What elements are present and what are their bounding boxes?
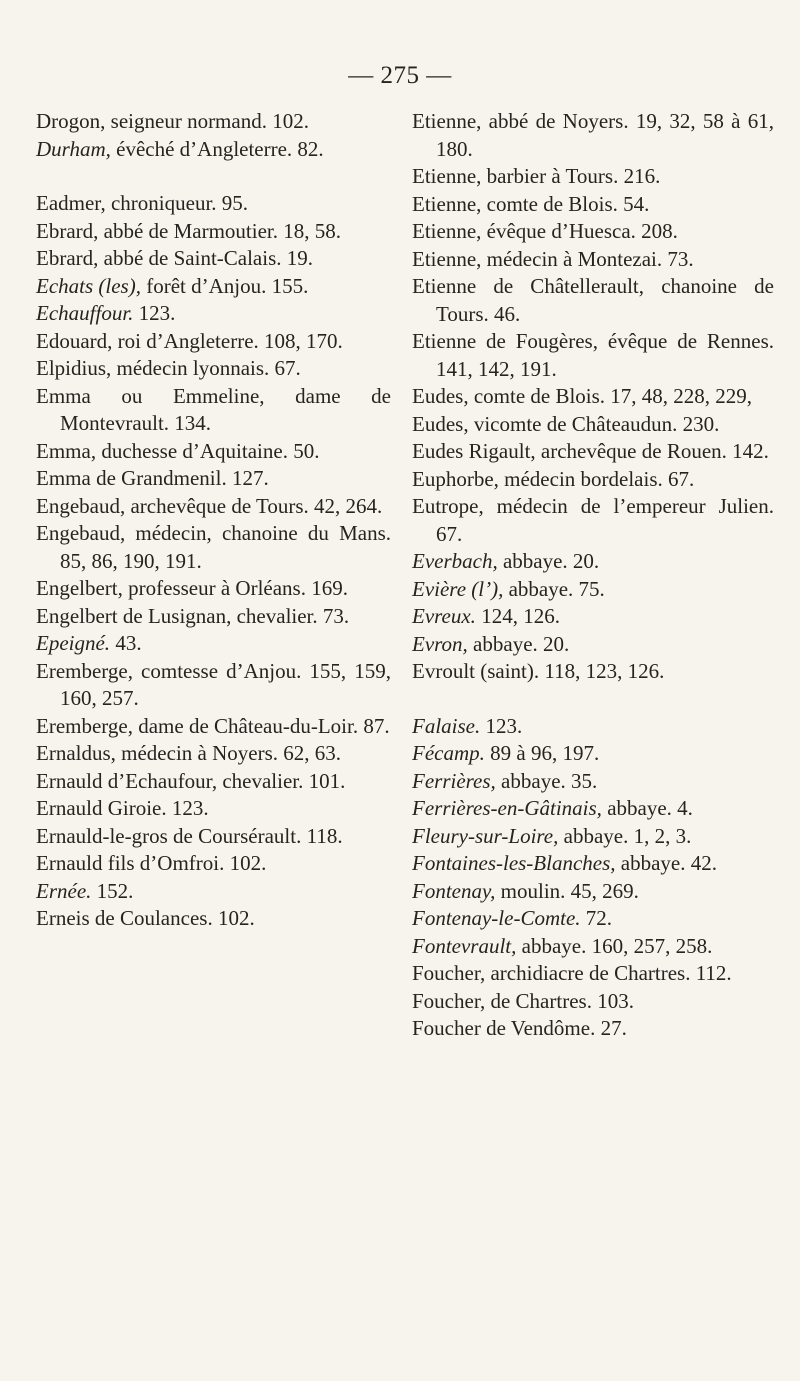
entry-headword: Ernauld fils d’Omfroi.	[36, 851, 225, 875]
entry-text: chevalier. 101.	[217, 768, 346, 793]
entry-text: archevêque de Rouen. 142.	[535, 439, 769, 463]
entry-headword: Engelbert,	[36, 576, 123, 600]
index-entry	[412, 850, 774, 878]
entry-text: abbé de Saint-Calais. 19.	[98, 246, 314, 270]
index-entry	[36, 850, 391, 878]
entry-headword: Engebaud,	[36, 493, 126, 518]
entry-headword: Ebrard,	[36, 218, 99, 243]
entry-headword: Eudes Rigault,	[412, 439, 536, 463]
entry-headword: Etienne,	[412, 246, 482, 271]
entry-headword: Etienne,	[412, 219, 482, 243]
index-entry	[412, 740, 774, 768]
entry-text: évêque d’Huesca. 208.	[481, 219, 678, 243]
index-entry	[36, 630, 391, 658]
index-entry	[36, 245, 391, 273]
entry-text: professeur à Orléans. 169.	[122, 576, 348, 600]
entry-headword: Fontenay,	[412, 878, 496, 903]
entry-text: roi d’Angleterre. 108, 170.	[112, 328, 343, 353]
index-column-left	[36, 108, 391, 933]
index-entry	[36, 520, 391, 575]
entry-headword: Elpidius,	[36, 356, 112, 380]
entry-text: 123.	[166, 796, 209, 820]
index-entry	[36, 658, 391, 713]
index-entry	[412, 411, 774, 439]
index-entry	[412, 631, 774, 659]
entry-text: 102.	[224, 851, 267, 875]
entry-text: 127.	[226, 466, 269, 490]
entry-text: évêché d’Angleterre. 82.	[110, 136, 324, 161]
index-entry	[412, 273, 774, 328]
index-entry	[412, 246, 774, 274]
entry-text: abbaye. 75.	[503, 576, 605, 601]
entry-headword: Fontenay-le-Comte.	[412, 906, 581, 930]
index-entry	[412, 438, 774, 466]
entry-text: 72.	[580, 906, 613, 930]
entry-text: comte de Blois. 17, 48, 228, 229,	[468, 384, 753, 408]
entry-text: barbier à Tours. 216.	[481, 164, 661, 188]
entry-headword: Emma,	[36, 438, 97, 463]
entry-headword: Echauffour.	[36, 301, 134, 325]
index-entry	[36, 108, 391, 136]
entry-text: 102.	[212, 906, 255, 930]
entry-headword: Foucher,	[412, 988, 486, 1013]
index-entry	[412, 988, 774, 1016]
entry-headword: Ebrard,	[36, 246, 99, 270]
entry-text: abbé de Marmoutier. 18, 58.	[98, 218, 341, 243]
entry-headword: Eremberge,	[36, 658, 133, 683]
entry-text: 152.	[91, 878, 134, 903]
index-entry	[36, 328, 391, 356]
index-entry	[412, 658, 774, 686]
entry-text: duchesse d’Aquitaine. 50.	[96, 438, 320, 463]
entry-headword: Fleury-sur-Loire,	[412, 823, 559, 848]
index-column-right	[412, 108, 774, 1043]
entry-headword: Emma de Grandmenil.	[36, 466, 227, 490]
entry-text: abbaye. 160, 257, 258.	[516, 933, 713, 958]
index-entry	[36, 273, 391, 301]
entry-text: abbaye. 35.	[495, 768, 598, 793]
page-number: — 275 —	[348, 62, 452, 89]
index-entry	[412, 163, 774, 191]
entry-headword: Evroult (saint).	[412, 659, 540, 683]
entry-text: médecin lyonnais. 67.	[111, 356, 301, 380]
entry-headword: Falaise.	[412, 713, 481, 738]
index-entry	[412, 108, 774, 163]
index-entry	[412, 328, 774, 383]
entry-text: abbaye. 4.	[601, 796, 693, 820]
entry-text: seigneur normand. 102.	[105, 109, 309, 133]
entry-text: archevêque de Tours. 42, 264.	[125, 493, 383, 518]
entry-text: abbaye. 42.	[615, 851, 717, 875]
index-entry	[36, 878, 391, 906]
index-entry	[36, 136, 391, 164]
entry-headword: Ernauld Giroie.	[36, 796, 167, 820]
entry-text: abbé de Noyers. 19, 32, 58 à 61, 180.	[436, 109, 774, 161]
index-entry	[412, 191, 774, 219]
entry-headword: Eutrope,	[412, 494, 484, 518]
entry-headword: Foucher de Vendôme.	[412, 1016, 596, 1040]
index-entry	[412, 493, 774, 548]
index-entry	[36, 355, 391, 383]
entry-headword: Drogon,	[36, 109, 106, 133]
entry-headword: Eudes,	[412, 411, 469, 436]
index-entry	[412, 576, 774, 604]
entry-headword: Ernaldus,	[36, 741, 116, 765]
entry-text: 118, 123, 126.	[539, 659, 665, 683]
entry-text: archidiacre de Chartres. 112.	[485, 961, 732, 985]
index-entry	[412, 713, 774, 741]
index-entry	[412, 823, 774, 851]
entry-headword: Ernauld-le-gros	[36, 823, 168, 848]
index-entry	[36, 575, 391, 603]
entry-text: 123.	[480, 713, 523, 738]
entry-headword: Fécamp.	[412, 741, 485, 765]
entry-text: chroniqueur. 95.	[105, 191, 249, 215]
entry-headword: Engelbert de Lusignan,	[36, 603, 232, 628]
entry-headword: Eudes,	[412, 384, 469, 408]
index-entry	[36, 190, 391, 218]
index-entry	[412, 466, 774, 494]
entry-headword: Ferrières-en-Gâtinais,	[412, 796, 602, 820]
entry-headword: Fontevrault,	[412, 933, 517, 958]
entry-headword: Eremberge,	[36, 713, 133, 738]
entry-text: abbaye. 1, 2, 3.	[558, 823, 692, 848]
index-entry	[36, 795, 391, 823]
index-entry	[412, 933, 774, 961]
index-entry	[36, 493, 391, 521]
entry-text: chanoine de Tours. 46.	[436, 274, 775, 326]
entry-headword: Etienne,	[412, 164, 482, 188]
index-entry	[412, 960, 774, 988]
entry-headword: Ernauld d’Echaufour,	[36, 768, 218, 793]
index-entry	[36, 768, 391, 796]
entry-headword: Epeigné.	[36, 631, 111, 655]
entry-text: dame de Château-du-Loir. 87.	[132, 713, 390, 738]
entry-headword: Everbach,	[412, 549, 498, 573]
entry-text: 43.	[110, 631, 142, 655]
entry-headword: Etienne de Châtellerault,	[412, 274, 645, 298]
entry-text: médecin, chanoine du Mans. 85, 86, 190, 191.	[60, 521, 391, 573]
index-entry	[36, 465, 391, 493]
entry-text: évêque de Rennes. 141, 142, 191.	[436, 329, 775, 381]
entry-text: moulin. 45, 269.	[495, 878, 639, 903]
entry-text: dame de Montevrault. 134.	[60, 383, 392, 435]
index-entry	[36, 438, 391, 466]
entry-headword: Echats (les),	[36, 273, 141, 298]
entry-headword: Engebaud,	[36, 521, 126, 545]
index-entry	[412, 218, 774, 246]
entry-headword: Etienne de Fougères,	[412, 329, 598, 353]
entry-headword: Euphorbe,	[412, 466, 499, 491]
entry-headword: Foucher,	[412, 961, 486, 985]
entry-headword: Fontaines-les-Blanches,	[412, 851, 616, 875]
entry-text: 124, 126.	[475, 604, 560, 628]
index-entry	[36, 713, 391, 741]
entry-text: de Chartres. 103.	[485, 988, 634, 1013]
entry-text: 27.	[595, 1016, 627, 1040]
entry-text: 89 à 96, 197.	[484, 741, 600, 765]
entry-text: de Coursérault. 118.	[167, 823, 343, 848]
index-entry	[36, 218, 391, 246]
index-entry	[36, 905, 391, 933]
entry-headword: Durham,	[36, 136, 111, 161]
entry-headword: Etienne,	[412, 191, 482, 216]
index-entry	[36, 823, 391, 851]
index-entry	[36, 740, 391, 768]
index-entry	[412, 603, 774, 631]
index-entry	[412, 905, 774, 933]
index-entry	[412, 878, 774, 906]
entry-text: comte de Blois. 54.	[481, 191, 650, 216]
index-entry	[36, 300, 391, 328]
entry-text: forêt d’Anjou. 155.	[140, 273, 309, 298]
entry-headword: Eadmer,	[36, 191, 106, 215]
entry-text: vicomte de Châteaudun. 230.	[468, 411, 720, 436]
entry-text: 123.	[133, 301, 176, 325]
entry-headword: Emma ou Emmeline,	[36, 383, 265, 408]
entry-headword: Etienne,	[412, 109, 482, 133]
entry-text: médecin bordelais. 67.	[498, 466, 695, 491]
entry-text: médecin de l’empereur Julien. 67.	[436, 494, 774, 546]
index-entry	[412, 768, 774, 796]
index-entry	[412, 548, 774, 576]
index-entry	[36, 603, 391, 631]
entry-headword: Ernée.	[36, 878, 92, 903]
entry-text: médecin à Montezai. 73.	[481, 246, 694, 271]
entry-headword: Evron,	[412, 631, 468, 656]
entry-text: médecin à Noyers. 62, 63.	[115, 741, 342, 765]
entry-text: abbaye. 20.	[467, 631, 570, 656]
index-entry	[412, 383, 774, 411]
index-entry	[412, 1015, 774, 1043]
entry-headword: Ferrières,	[412, 768, 496, 793]
entry-headword: Evière (l’),	[412, 576, 504, 601]
index-entry	[412, 795, 774, 823]
entry-text: abbaye. 20.	[497, 549, 600, 573]
index-entry	[36, 383, 391, 438]
entry-headword: Evreux.	[412, 604, 476, 628]
entry-headword: Edouard,	[36, 328, 113, 353]
entry-headword: Erneis de Coulances.	[36, 906, 213, 930]
entry-text: comtesse d’Anjou. 155, 159, 160, 257.	[60, 658, 391, 710]
entry-text: chevalier. 73.	[231, 603, 350, 628]
